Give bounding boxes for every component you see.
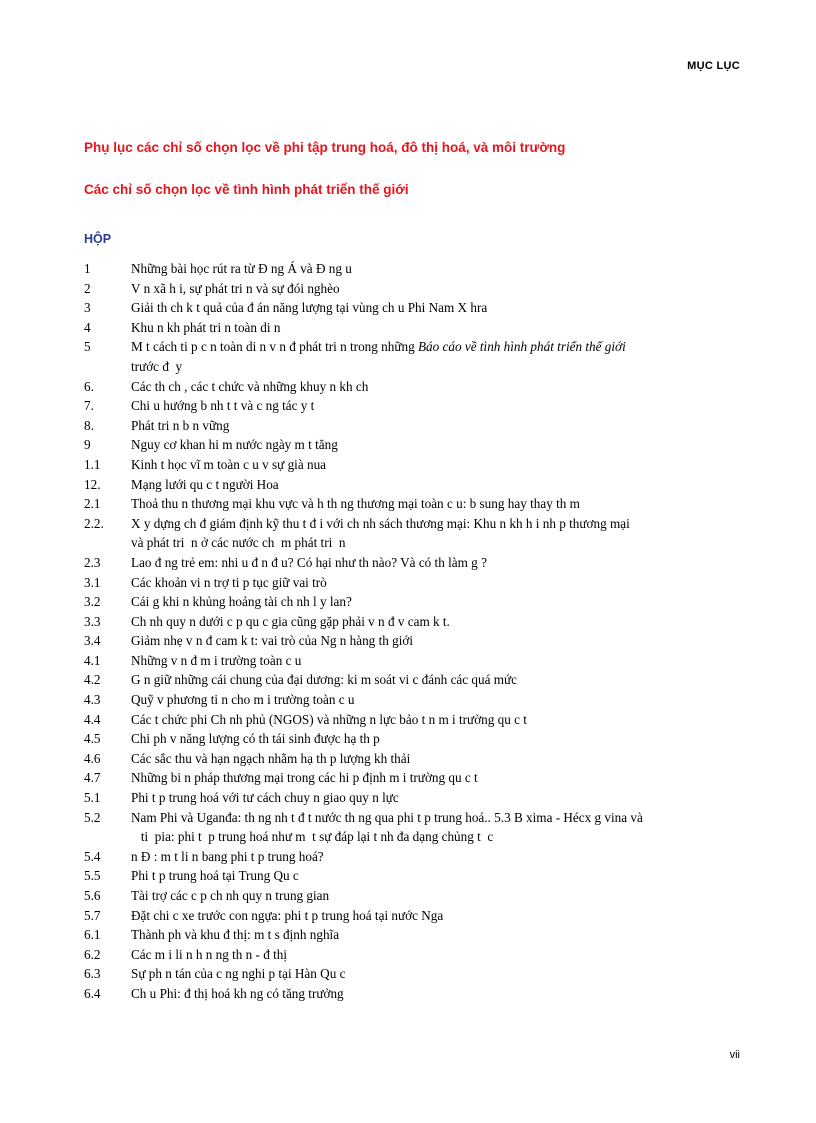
list-item <box>84 984 744 1004</box>
box-number: 1 <box>84 261 91 276</box>
box-number: 3.4 <box>84 633 101 649</box>
box-title-text: Giải th ch k t quả của đ án năng lượng tại vùng ch u Phi Nam X hra <box>131 300 488 316</box>
box-title-text: Kinh t học vĩ m toàn c u v sự già nua <box>131 456 327 472</box>
box-title <box>131 670 744 690</box>
box-title-text: Nguy cơ khan hi m nước ngày m t tăng <box>131 437 338 453</box>
list-item <box>84 788 744 808</box>
box-number: 5.1 <box>84 790 101 806</box>
box-title-text: Giảm nhẹ v n đ cam k t: vai trò của Ng n hàng th giới <box>131 633 414 649</box>
box-title-text: Ch nh quy n dưới c p qu c gia cũng gặp phải v n đ v cam k t. <box>131 613 450 629</box>
box-number: 4.7 <box>84 770 101 786</box>
box-number: 8. <box>84 417 94 433</box>
box-title-text: Các th ch , các t chức và những khuy n kh ch <box>131 378 369 394</box>
box-title <box>131 416 744 436</box>
box-title-text: Ch u Phi: đ thị hoá kh ng có tăng trưởng <box>131 985 344 1001</box>
list-item <box>84 553 744 573</box>
list-item <box>84 416 744 436</box>
box-title <box>131 768 744 788</box>
list-item <box>84 847 744 867</box>
box-title <box>131 298 744 318</box>
indicators-heading: Các chỉ số chọn lọc về tình hình phát triển thế giới <box>84 182 409 197</box>
box-title-text: G n giữ những cái chung của đại dương: ki m soát vi c đánh các quá mức <box>131 672 518 688</box>
list-item <box>84 690 744 710</box>
box-number: 4 <box>84 319 91 335</box>
box-title-text: Sự ph n tán của c ng nghi p tại Hàn Qu c <box>131 966 346 982</box>
box-title-text: Tài trợ các c p ch nh quy n trung gian <box>131 888 330 903</box>
box-title <box>131 631 744 651</box>
box-title <box>131 592 744 612</box>
box-title <box>131 435 744 455</box>
box-title <box>131 690 744 710</box>
box-title-text: Đặt chi c xe trước con ngựa: phi t p trung hoá tại nước Nga <box>131 907 444 923</box>
box-title-text: Nam Phi và Uganđa: th ng nh t đ t nước th ng qua phi t p trung hoá.. 5.3 B xima - Hécx g vina và <box>131 809 643 825</box>
box-title <box>131 612 744 632</box>
list-item <box>84 749 744 769</box>
box-title-continuation: và phát tri n ở các nước ch m phát tri n <box>131 535 346 551</box>
list-item <box>84 298 744 318</box>
box-title-text: n Đ : m t li n bang phi t p trung hoá? <box>131 848 324 864</box>
list-item <box>84 318 744 338</box>
box-title <box>131 710 744 730</box>
box-number: 2.1 <box>84 496 101 512</box>
box-number: 4.4 <box>84 711 101 727</box>
box-title-text: Phi t p trung hoá với tư cách chuy n giao quy n lực <box>131 790 399 806</box>
box-title <box>131 788 744 808</box>
box-title <box>131 514 744 553</box>
box-title-text: Thành ph và khu đ thị: m t s định nghĩa <box>131 927 340 943</box>
list-item <box>84 592 744 612</box>
box-title-text: Những v n đ m i trường toàn c u <box>131 652 302 668</box>
box-title <box>131 808 744 847</box>
list-item <box>84 925 744 945</box>
box-title <box>131 847 744 867</box>
page-number: vii <box>729 1049 740 1061</box>
list-item <box>84 612 744 632</box>
box-title <box>131 494 744 514</box>
box-title <box>131 925 744 945</box>
box-title-text: Các t chức phi Ch nh phủ (NGOS) và những n lực bảo t n m i trường qu c t <box>131 711 527 727</box>
box-title <box>131 945 744 965</box>
box-title <box>131 964 744 984</box>
box-title <box>131 396 744 416</box>
box-number: 3.2 <box>84 594 101 610</box>
box-title <box>131 279 744 299</box>
box-number: 3.1 <box>84 574 101 590</box>
list-item <box>84 573 744 593</box>
box-title <box>131 866 744 886</box>
box-number: 6.2 <box>84 946 101 962</box>
box-title-text: Khu n kh phát tri n toàn di n <box>131 319 281 335</box>
list-item <box>84 768 744 788</box>
box-number: 5.4 <box>84 848 101 864</box>
box-title-text: Mạng lưới qu c t người Hoa <box>131 476 279 492</box>
box-number: 6.1 <box>84 927 101 943</box>
list-item <box>84 475 744 495</box>
running-head: MỤC LỤC <box>687 60 740 72</box>
box-title-text: Quỹ v phương ti n cho m i trường toàn c u <box>131 692 355 708</box>
box-title-text: Các khoản vi n trợ ti p tục giữ vai trò <box>131 574 327 590</box>
box-title <box>131 651 744 671</box>
box-number: 5.7 <box>84 907 101 923</box>
box-title-text: M t cách ti p c n toàn di n v n đ phát tri n trong những <box>131 339 418 355</box>
list-item <box>84 514 744 553</box>
box-number: 2.2. <box>84 515 104 531</box>
box-number: 6.3 <box>84 966 101 982</box>
box-number: 4.3 <box>84 692 101 708</box>
list-item <box>84 377 744 397</box>
list-item <box>84 729 744 749</box>
list-item <box>84 964 744 984</box>
list-item <box>84 337 744 376</box>
appendix-heading: Phụ lục các chỉ số chọn lọc về phi tập trung hoá, đô thị hoá, và môi trường <box>84 140 566 155</box>
box-number: 5.5 <box>84 868 101 884</box>
list-item <box>84 906 744 926</box>
box-title <box>131 984 744 1004</box>
box-number: 2 <box>84 280 91 296</box>
list-item <box>84 808 744 847</box>
box-title-text: Thoả thu n thương mại khu vực và h th ng thương mại toàn c u: b sung hay thay th m <box>131 496 580 512</box>
list-item <box>84 631 744 651</box>
box-number: 4.5 <box>84 731 101 747</box>
box-number: 5.2 <box>84 809 101 825</box>
box-title <box>131 377 744 397</box>
box-title-continuation: trước đ y <box>131 358 183 374</box>
box-title <box>131 337 744 376</box>
box-title-text: Chi ph v năng lượng có th tái sinh được hạ th p <box>131 731 380 747</box>
box-title <box>131 475 744 495</box>
list-item <box>84 279 744 299</box>
box-title <box>131 259 744 279</box>
box-title-text: X y dựng ch đ giám định kỹ thu t đ i với ch nh sách thương mại: Khu n kh h i nh p thương mại <box>131 515 630 531</box>
box-number: 9 <box>84 437 91 453</box>
box-number: 6. <box>84 378 94 394</box>
list-item <box>84 494 744 514</box>
list-item <box>84 435 744 455</box>
box-title-text: Những bài học rút ra từ Đ ng Á và Đ ng u <box>131 261 352 276</box>
list-item <box>84 259 744 279</box>
box-title <box>131 729 744 749</box>
box-number: 2.3 <box>84 554 101 570</box>
box-title <box>131 318 744 338</box>
list-item <box>84 455 744 475</box>
list-item <box>84 945 744 965</box>
list-item <box>84 866 744 886</box>
box-title-text: Phát tri n b n vững <box>131 417 230 433</box>
list-item <box>84 710 744 730</box>
box-number: 5 <box>84 339 91 355</box>
box-title <box>131 886 744 906</box>
box-number: 1.1 <box>84 456 101 472</box>
box-title-text: Những bi n pháp thương mại trong các hi p định m i trường qu c t <box>131 770 478 786</box>
list-item <box>84 886 744 906</box>
box-number: 3.3 <box>84 613 101 629</box>
box-title-text: Cái g khi n khủng hoảng tài ch nh l y lan? <box>131 594 352 610</box>
box-number: 12. <box>84 476 101 492</box>
box-title <box>131 749 744 769</box>
box-number: 7. <box>84 398 94 414</box>
box-title-text: Các sắc thu và hạn ngạch nhằm hạ th p lượng kh thải <box>131 750 411 766</box>
boxes-heading: HỘP <box>84 232 112 246</box>
box-title <box>131 573 744 593</box>
list-item <box>84 396 744 416</box>
box-title-italic: Báo cáo về tình hình phát triển thế giới <box>417 339 626 355</box>
box-list <box>84 259 744 1004</box>
box-title-text: Phi t p trung hoá tại Trung Qu c <box>131 868 299 884</box>
box-number: 4.2 <box>84 672 101 688</box>
box-title-text: Chi u hướng b nh t t và c ng tác y t <box>131 398 315 414</box>
box-number: 3 <box>84 300 91 316</box>
box-title <box>131 906 744 926</box>
box-title <box>131 455 744 475</box>
box-number: 5.6 <box>84 888 101 903</box>
box-title-text: V n xã h i, sự phát tri n và sự đói nghèo <box>131 280 340 296</box>
box-title-continuation: ti pia: phi t p trung hoá như m t sự đáp lại t nh đa dạng chủng t c <box>131 829 494 845</box>
box-number: 4.6 <box>84 750 101 766</box>
box-title <box>131 553 744 573</box>
box-number: 6.4 <box>84 985 101 1001</box>
box-title-text: Các m i li n h n ng th n - đ thị <box>131 946 288 962</box>
box-title-text: Lao đ ng trẻ em: nhi u đ n đ u? Có hại như th nào? Và có th làm g ? <box>131 554 487 570</box>
box-number: 4.1 <box>84 652 101 668</box>
list-item <box>84 670 744 690</box>
list-item <box>84 651 744 671</box>
